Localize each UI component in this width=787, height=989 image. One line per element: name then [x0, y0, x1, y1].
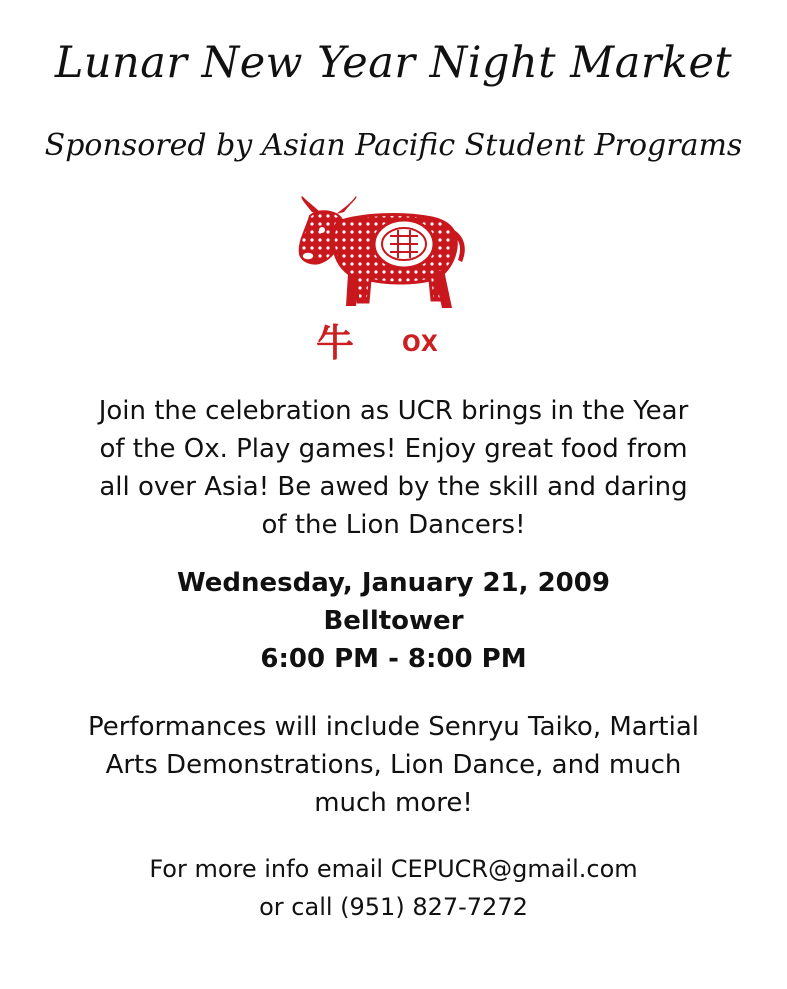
ox-chinese-character: 牛 — [316, 321, 355, 365]
intro-paragraph — [0, 392, 787, 544]
flyer-title: Lunar New Year Night Market — [54, 38, 733, 88]
ox-english-word: OX — [402, 332, 439, 357]
event-location: Belltower — [323, 606, 464, 636]
intro-line: of the Ox. Play games! Enjoy great food from — [99, 434, 688, 464]
performances-paragraph — [0, 708, 787, 822]
performance-line: much more! — [314, 788, 473, 818]
intro-line: Join the celebration as UCR brings in the Year — [98, 396, 689, 426]
ox-papercut-image — [292, 196, 472, 320]
intro-line: of the Lion Dancers! — [261, 510, 526, 540]
performance-line: Performances will include Senryu Taiko, Martial — [88, 712, 699, 742]
contact-phone-line: or call (951) 827-7272 — [259, 893, 528, 921]
performance-line: Arts Demonstrations, Lion Dance, and much — [105, 750, 682, 780]
event-details — [0, 564, 787, 678]
flyer-subtitle: Sponsored by Asian Pacific Student Programs — [44, 128, 743, 163]
intro-line: all over Asia! Be awed by the skill and daring — [99, 472, 688, 502]
contact-email-line: For more info email CEPUCR@gmail.com — [149, 855, 638, 883]
zodiac-label — [316, 318, 476, 368]
event-date: Wednesday, January 21, 2009 — [177, 568, 610, 598]
event-time: 6:00 PM - 8:00 PM — [260, 644, 527, 674]
contact-info — [0, 850, 787, 926]
